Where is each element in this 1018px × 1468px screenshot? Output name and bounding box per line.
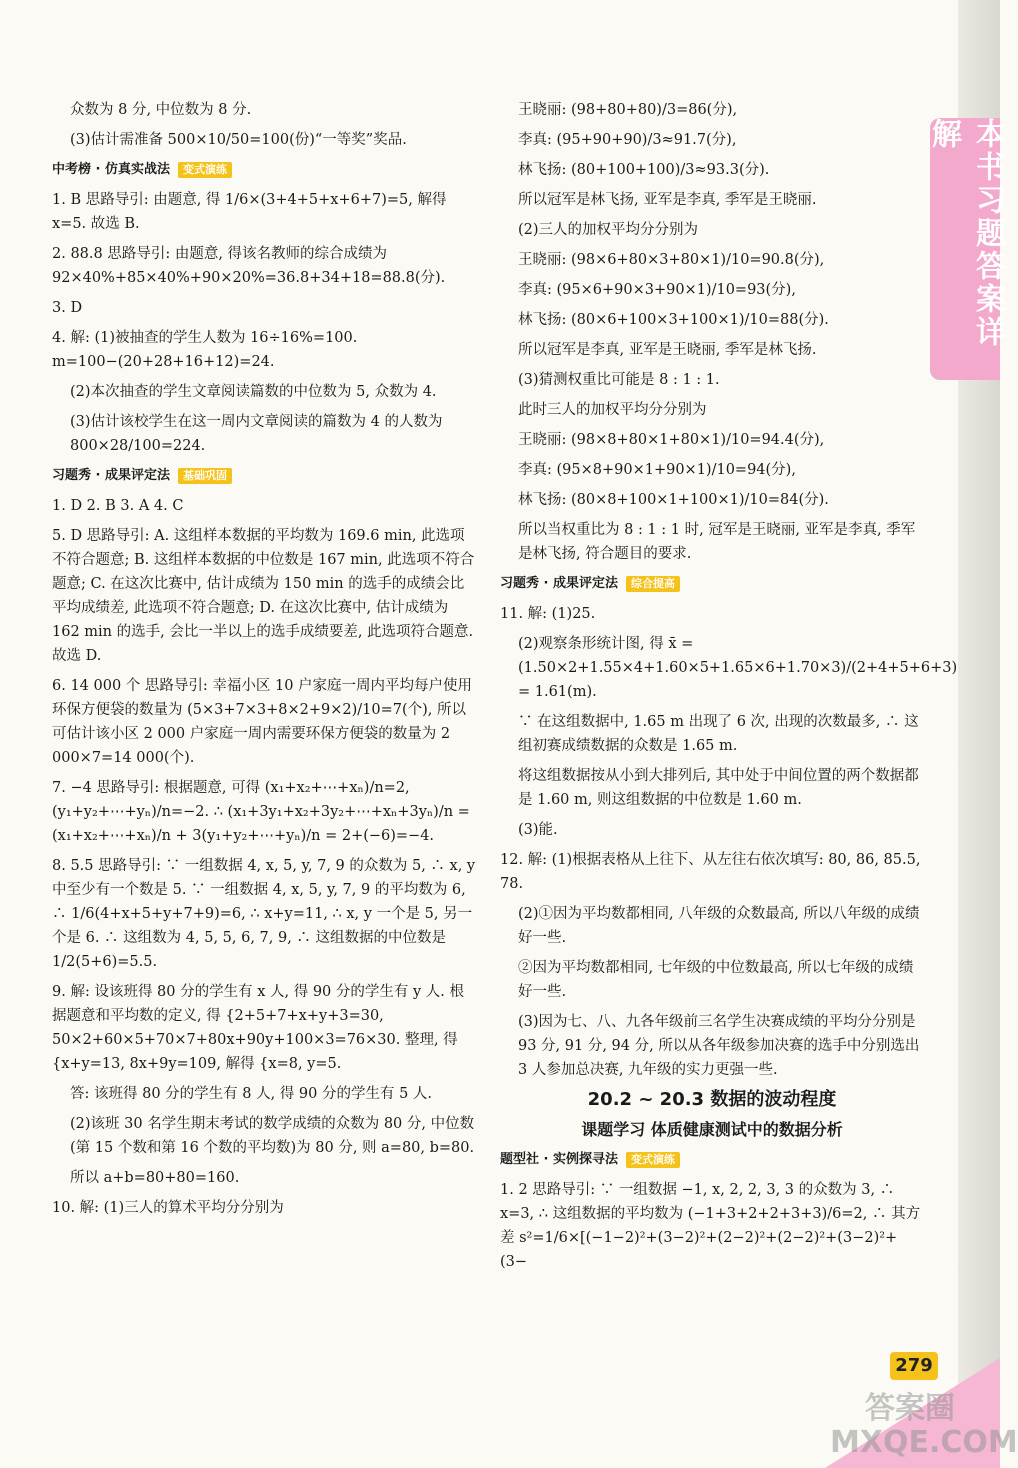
answer-line — [52, 980, 476, 1076]
line-text: 6. 14 000 个 思路导引: 幸福小区 10 户家庭一周内平均每户使用环保方便袋的数量为 (5×3+7×3+8×2+9×2)/10=7(个), 所以可估计该小区 2 000 户家庭一周内需要环保方便袋的数量为 2 000×7=14 000(个). — [52, 678, 473, 766]
answer-line — [500, 128, 924, 152]
answer-line — [500, 458, 924, 482]
line-text: 11. 解: (1)25. — [500, 606, 596, 622]
line-text: 将这组数据按从小到大排列后, 其中处于中间位置的两个数据都是 1.60 m, 则这组数据的中位数是 1.60 m. — [518, 768, 919, 808]
line-text: 王晓丽: (98×8+80×1+80×1)/10=94.4(分), — [518, 432, 825, 448]
line-text: 李真: (95×6+90×3+90×1)/10=93(分), — [518, 282, 796, 298]
line-text: 5. D 思路导引: A. 这组样本数据的平均数为 169.6 min, 此选项不符合题意; B. 这组样本数据的中位数是 167 min, 此选项不符合题意; C. 在这次比赛中, 估计成绩为 150 min 的选手的成绩会比平均成绩差, 此选项不符合题意; D. 在这次比赛中, 估计成绩为 162 min 的选手, 会比一半以上的选手成绩要差, 此选项符合题意. 故选 D. — [52, 528, 475, 664]
answer-line — [52, 1112, 476, 1160]
line-text: 王晓丽: (98+80+80)/3=86(分), — [518, 102, 738, 118]
line-text: 李真: (95+90+90)/3≈91.7(分), — [518, 132, 737, 148]
line-text: 题型社 · 实例探寻法 — [500, 1152, 618, 1167]
answer-line — [500, 710, 924, 758]
section-title — [500, 1088, 924, 1112]
line-text: (3)猜测权重比可能是 8 : 1 : 1. — [518, 372, 720, 388]
answer-line — [500, 338, 924, 362]
line-text: 10. 解: (1)三人的算术平均分分别为 — [52, 1200, 284, 1216]
answer-line — [52, 776, 476, 848]
answer-line — [500, 278, 924, 302]
line-text: 中考榜 · 仿真实战法 — [52, 162, 170, 177]
line-text: (2)本次抽查的学生文章阅读篇数的中位数为 5, 众数为 4. — [70, 384, 437, 400]
answer-line — [500, 1178, 924, 1274]
line-text: 7. −4 思路导引: 根据题意, 可得 (x₁+x₂+⋯+xₙ)/n=2, (y₁+y₂+⋯+yₙ)/n=−2. ∴ (x₁+3y₁+x₂+3y₂+⋯+xₙ+3yₙ)/n = (x₁+x₂+⋯+xₙ)/n + 3(y₁+y₂+⋯+yₙ)/n = 2+(−6)=−4. — [52, 780, 470, 844]
line-text: 1. D 2. B 3. A 4. C — [52, 498, 184, 514]
answer-line — [500, 632, 958, 704]
line-text: 林飞扬: (80×8+100×1+100×1)/10=84(分). — [518, 492, 829, 508]
side-tab — [926, 118, 1005, 380]
left-column — [52, 98, 476, 1226]
answer-line — [52, 1196, 476, 1220]
section-tag: 基础巩固 — [178, 468, 232, 484]
line-text: 王晓丽: (98×6+80×3+80×1)/10=90.8(分), — [518, 252, 825, 268]
answer-line — [52, 98, 476, 122]
section-heading — [52, 158, 476, 182]
answer-line — [500, 902, 924, 950]
line-text: 答: 该班得 80 分的学生有 8 人, 得 90 分的学生有 5 人. — [70, 1086, 433, 1102]
answer-line — [500, 848, 924, 896]
page-number: 279 — [890, 1352, 938, 1380]
line-text: 林飞扬: (80×6+100×3+100×1)/10=88(分). — [518, 312, 829, 328]
line-text: (2)①因为平均数都相同, 八年级的众数最高, 所以八年级的成绩好一些. — [518, 906, 920, 946]
line-text: (2)该班 30 名学生期末考试的数学成绩的众数为 80 分, 中位数(第 15 个数和第 16 个数的平均数)为 80 分, 则 a=80, b=80. — [70, 1116, 475, 1156]
answer-line — [500, 518, 924, 566]
answer-line — [52, 854, 476, 974]
answer-line — [500, 218, 924, 242]
line-text: 3. D — [52, 300, 83, 316]
line-text: (3)估计需准备 500×10/50=100(份)“一等奖”奖品. — [70, 132, 407, 148]
answer-line — [52, 410, 476, 458]
answer-line — [500, 956, 924, 1004]
answer-line — [52, 128, 476, 152]
side-tab-label: 本书习题答案详解 — [926, 118, 1005, 349]
line-text: 此时三人的加权平均分分别为 — [518, 402, 707, 418]
answer-line — [52, 188, 476, 236]
line-text: 所以当权重比为 8 : 1 : 1 时, 冠军是王晓丽, 亚军是李真, 季军是林飞扬, 符合题目的要求. — [518, 522, 916, 562]
answer-line — [500, 428, 924, 452]
line-text: (3)估计该校学生在这一周内文章阅读的篇数为 4 的人数为 800×28/100=224. — [70, 414, 443, 454]
line-text: 习题秀 · 成果评定法 — [500, 576, 618, 591]
answer-line — [52, 242, 476, 290]
line-text: (2)观察条形统计图, 得 x̄ = (1.50×2+1.55×4+1.60×5+1.65×6+1.70×3)/(2+4+5+6+3) = 1.61(m). — [518, 636, 958, 700]
answer-line — [500, 764, 924, 812]
answer-line — [52, 1082, 476, 1106]
answer-line — [500, 818, 924, 842]
line-text: 1. 2 思路导引: ∵ 一组数据 −1, x, 2, 2, 3, 3 的众数为 3, ∴ x=3, ∴ 这组数据的平均数为 (−1+3+2+2+3+3)/6=2, ∴ 其方差 s²=1/6×[(−1−2)²+(3−2)²+(2−2)²+(2−2)²+(3−2)²+(3− — [500, 1182, 921, 1270]
section-heading — [52, 464, 476, 488]
answer-line — [500, 98, 924, 122]
answer-line — [52, 674, 476, 770]
line-text: (2)三人的加权平均分分别为 — [518, 222, 699, 238]
line-text: (3)能. — [518, 822, 558, 838]
right-column — [500, 98, 958, 1280]
answer-line — [52, 326, 476, 374]
answer-line — [52, 494, 476, 518]
section-heading — [500, 572, 924, 596]
line-text: 12. 解: (1)根据表格从上往下、从左往右依次填写: 80, 86, 85.5, 78. — [500, 852, 921, 892]
line-text: ∵ 在这组数据中, 1.65 m 出现了 6 次, 出现的次数最多, ∴ 这组初赛成绩数据的众数是 1.65 m. — [518, 714, 919, 754]
watermark: 答案圈 MXQE.COM — [830, 1391, 1018, 1460]
section-title — [500, 1118, 924, 1142]
line-text: ②因为平均数都相同, 七年级的中位数最高, 所以七年级的成绩好一些. — [518, 960, 914, 1000]
section-heading — [500, 1148, 924, 1172]
answer-line — [500, 398, 924, 422]
line-text: 所以 a+b=80+80=160. — [70, 1170, 240, 1186]
section-tag: 变式演练 — [178, 162, 232, 178]
line-text: 习题秀 · 成果评定法 — [52, 468, 170, 483]
answer-line — [500, 308, 924, 332]
line-text: 4. 解: (1)被抽查的学生人数为 16÷16%=100. m=100−(20+28+16+12)=24. — [52, 330, 358, 370]
answer-line — [500, 158, 924, 182]
answer-line — [500, 1010, 924, 1082]
section-tag: 综合提高 — [626, 576, 680, 592]
line-text: 20.2 ~ 20.3 数据的波动程度 — [587, 1089, 837, 1110]
line-text: 1. B 思路导引: 由题意, 得 1/6×(3+4+5+x+6+7)=5, 解得 x=5. 故选 B. — [52, 192, 447, 232]
answer-line — [500, 188, 924, 212]
answer-line — [500, 248, 924, 272]
line-text: (3)因为七、八、九各年级前三名学生决赛成绩的平均分分别是 93 分, 91 分, 94 分, 所以从各年级参加决赛的选手中分别选出 3 人参加总决赛, 九年级的实力更强一些. — [518, 1014, 920, 1078]
line-text: 9. 解: 设该班得 80 分的学生有 x 人, 得 90 分的学生有 y 人. 根据题意和平均数的定义, 得 {2+5+7+x+y+3=30, 50×2+60×5+70×7+80x+90y+100×3=76×30. 整理, 得 {x+y=13, 8x+9y=109, 解得 {x=8, y=5. — [52, 984, 465, 1072]
line-text: 8. 5.5 思路导引: ∵ 一组数据 4, x, 5, y, 7, 9 的众数为 5, ∴ x, y 中至少有一个数是 5. ∵ 一组数据 4, x, 5, y, 7, 9 的平均数为 6, ∴ 1/6(4+x+5+y+7+9)=6, ∴ x+y=11, ∴ x, y 一个是 5, 另一个是 6. ∴ 这组数为 4, 5, 5, 6, 7, 9, ∴ 这组数据的中位数是 1/2(5+6)=5.5. — [52, 858, 476, 970]
answer-line — [500, 488, 924, 512]
line-text: 课题学习 体质健康测试中的数据分析 — [581, 1120, 843, 1139]
line-text: 2. 88.8 思路导引: 由题意, 得该名教师的综合成绩为 92×40%+85×40%+90×20%=36.8+34+18=88.8(分). — [52, 246, 446, 286]
line-text: 众数为 8 分, 中位数为 8 分. — [70, 102, 252, 118]
answer-line — [52, 524, 476, 668]
answer-line — [500, 368, 924, 392]
line-text: 所以冠军是林飞扬, 亚军是李真, 季军是王晓丽. — [518, 192, 817, 208]
answer-line — [500, 602, 924, 626]
section-tag: 变式演练 — [626, 1152, 680, 1168]
answer-line — [52, 296, 476, 320]
answer-line — [52, 380, 476, 404]
line-text: 林飞扬: (80+100+100)/3≈93.3(分). — [518, 162, 770, 178]
line-text: 李真: (95×8+90×1+90×1)/10=94(分), — [518, 462, 796, 478]
answer-line — [52, 1166, 476, 1190]
line-text: 所以冠军是李真, 亚军是王晓丽, 季军是林飞扬. — [518, 342, 817, 358]
